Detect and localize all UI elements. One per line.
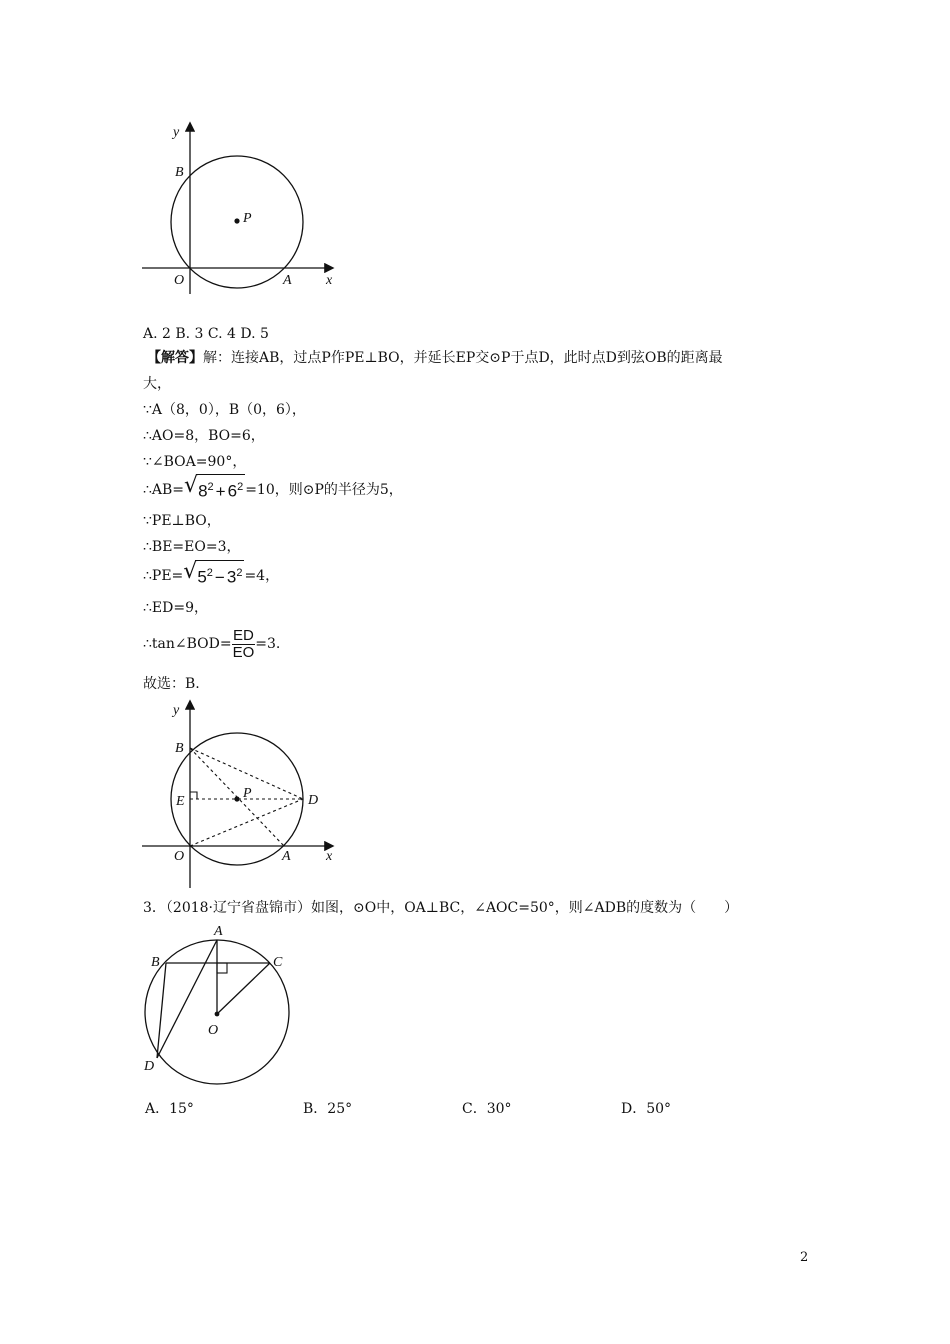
step4-prefix: ∴AB= [143, 481, 185, 498]
center-point-p [234, 796, 239, 801]
q2-choice: 故选：B. [143, 676, 200, 692]
q2-step8: ∴ED=9， [143, 600, 208, 616]
answer-text: 解：连接AB，过点P作PE⊥BO，并延长EP交⊙P于点D，此时点D到弦OB的距离最 [203, 350, 723, 366]
q2-step4 [143, 474, 403, 506]
right-angle-mark [217, 963, 227, 973]
segment-od [190, 799, 303, 846]
label-c: C [273, 955, 283, 970]
step7-suffix: =4， [244, 567, 280, 584]
q2-options: A. 2 B. 3 C. 4 D. 5 [143, 326, 269, 342]
q3-option-c: C．30° [462, 1101, 512, 1117]
q2-step3: ∵∠BOA=90°， [143, 454, 247, 470]
right-angle-mark [190, 792, 197, 799]
sqrt-pe: $√5^2 - 3^2$ [183, 559, 243, 587]
q2-step6: ∴BE=EO=3， [143, 539, 241, 555]
q2-step2: ∴AO=8，BO=6， [143, 428, 265, 444]
center-point-o [215, 1012, 220, 1017]
q2-answer-line1 [147, 348, 723, 368]
label-o: O [208, 1023, 219, 1038]
label-d: D [308, 793, 319, 808]
label-y: y [173, 703, 180, 718]
label-p: P [243, 211, 252, 226]
label-p: P [243, 786, 252, 801]
label-e: E [176, 794, 185, 809]
q3-option-b: B．25° [303, 1101, 353, 1117]
label-y: y [173, 125, 180, 140]
answer-tag: 【解答】 [147, 350, 203, 366]
page-number: 2 [800, 1250, 809, 1265]
figure-circle-p-axes [140, 118, 340, 296]
q2-answer-line2: 大， [143, 376, 171, 392]
figure-solution-diagram [140, 696, 340, 892]
q3-option-d: D．50° [621, 1101, 672, 1117]
step4-suffix: =10，则⊙P的半径为5， [245, 481, 403, 498]
label-o: O [174, 849, 185, 864]
q2-step5: ∵PE⊥BO， [143, 513, 221, 529]
figure-circle-o-chords [140, 920, 300, 1086]
q3-option-a: A．15° [145, 1101, 194, 1117]
label-b: B [175, 165, 184, 180]
label-o: O [174, 273, 185, 288]
q2-step9 [143, 624, 280, 664]
step9-suffix: =3. [255, 636, 281, 652]
label-a: A [283, 273, 292, 288]
segment-ad [157, 940, 217, 1058]
label-b: B [175, 741, 184, 756]
q2-step1: ∵A（8，0），B（0，6）， [143, 402, 306, 418]
sqrt-ab: $√8^2 + 6^2$ [184, 473, 244, 501]
step7-prefix: ∴PE= [143, 567, 184, 584]
fraction-ed-eo: $\frac{ED}{EO}$ [232, 626, 255, 661]
q2-step7 [143, 560, 279, 592]
label-b: B [151, 955, 160, 970]
label-a: A [282, 849, 291, 864]
q3-question: 3．（2018·辽宁省盘锦市）如图，⊙O中，OA⊥BC，∠AOC=50°，则∠ADB的度数为（ ） [143, 900, 739, 916]
center-point-p [234, 218, 239, 223]
step9-prefix: ∴tan∠BOD= [143, 636, 232, 652]
segment-oc [217, 963, 270, 1014]
label-a: A [214, 924, 223, 939]
label-x: x [326, 273, 333, 288]
label-x: x [326, 849, 333, 864]
label-d: D [144, 1059, 155, 1074]
